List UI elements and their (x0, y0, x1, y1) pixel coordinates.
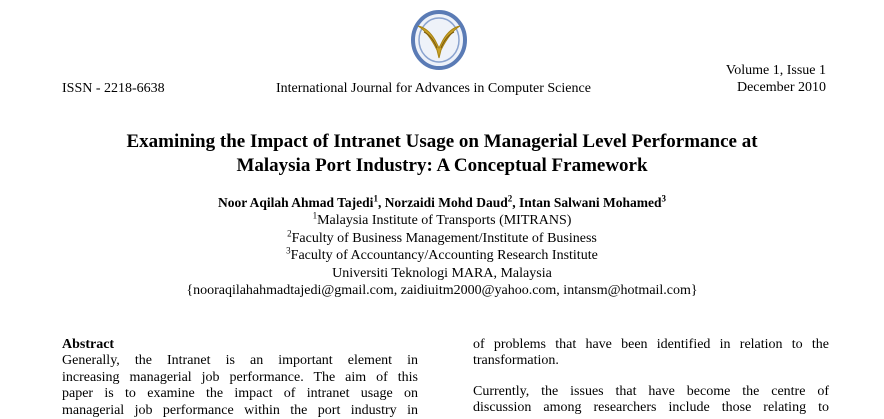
body-paragraph (473, 384, 829, 417)
author-name: Norzaidi Mohd Daud (384, 195, 508, 210)
affiliation-text: Faculty of Business Management/Institute of Business (291, 230, 597, 246)
university-line: Universiti Teknologi MARA, Malaysia (332, 265, 552, 281)
author-affiliation-mark: 1 (373, 193, 378, 204)
affiliation-text: Faculty of Accountancy/Accounting Research Institute (290, 248, 598, 264)
author-separator: , (512, 195, 519, 210)
body-line: of problems that have been identified in relation to the (473, 337, 829, 352)
volume-issue: Volume 1, Issue 1 (725, 63, 826, 78)
issn-label: ISSN - 2218-6638 (62, 81, 165, 96)
body-line: discussion among researchers include those relating to (473, 400, 829, 416)
title-line-2: Malaysia Port Industry: A Conceptual Framework (236, 155, 648, 176)
abstract-line: paper is to examine the impact of intranet usage on (62, 386, 418, 402)
affiliation-mark: 2 (287, 227, 292, 238)
affiliation-text: Malaysia Institute of Transports (MITRANS) (317, 213, 572, 228)
abstract-heading: Abstract (62, 337, 115, 352)
author-list (40, 195, 844, 211)
affiliation-mark: 3 (286, 245, 291, 256)
journal-name: International Journal for Advances in Computer Science (276, 81, 591, 96)
body-line: Currently, the issues that have become the centre of (473, 383, 829, 399)
body-text-column (473, 337, 829, 417)
author-affiliation-mark: 2 (507, 193, 513, 204)
author-separator: , (377, 195, 385, 210)
abstract-section (62, 337, 418, 419)
title-line-1: Examining the Impact of Intranet Usage on Managerial Level Performance at (126, 131, 758, 152)
author-name: Noor Aqilah Ahmad Tajedi (218, 195, 374, 210)
body-line: transformation. (473, 353, 559, 369)
issue-date: December 2010 (736, 80, 826, 95)
abstract-line: managerial job performance within the port industry in (62, 402, 418, 418)
author-name: Intan Salwani Mohamed (518, 195, 662, 210)
author-affiliation-mark: 3 (661, 193, 666, 204)
affiliation-line (40, 247, 844, 265)
emails-line: {nooraqilahahmadtajedi@gmail.com, zaidiuitm2000@yahoo.com, intansm@hotmail.com} (186, 283, 698, 299)
volume-issue-block (726, 62, 826, 96)
affiliation-mark: 1 (312, 210, 318, 221)
affiliations (40, 212, 844, 300)
affiliation-line (40, 227, 844, 248)
abstract-line: Generally, the Intranet is an important element in (62, 353, 418, 369)
abstract-line: increasing managerial job performance. The aim of this (62, 369, 418, 385)
paper-title (40, 130, 844, 178)
journal-logo-icon (410, 10, 468, 72)
affiliation-line (40, 212, 844, 230)
